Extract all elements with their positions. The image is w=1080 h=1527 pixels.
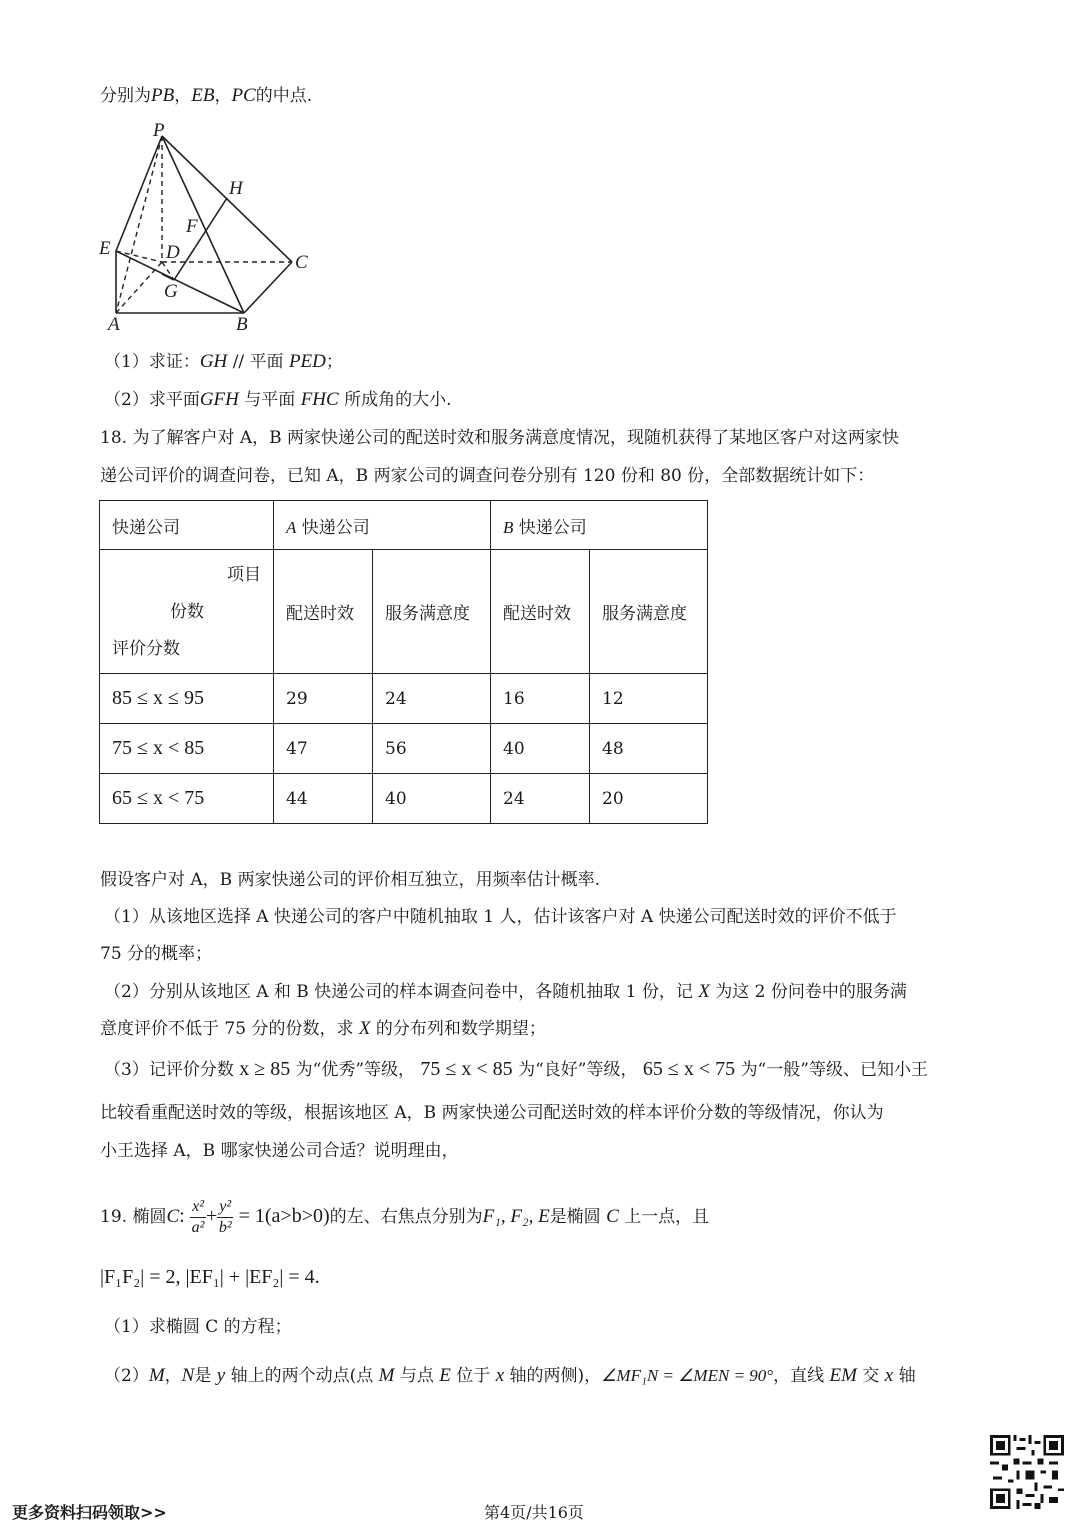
math: N: [181, 1365, 195, 1386]
text: （2）分别从该地区 A 和 B 快递公司的样本调查问卷中，各随机抽取 1 份，记: [104, 982, 693, 1002]
q19-intro: 19. 椭圆C: $\frac{\text{x²}}{\text{a²}}$ + $\frac{\text{y²}}{\text{b²}}$ = 1(a>b>0)的左、右焦点分别为F₁, F₂, E是椭圆 C 上一点，且: [100, 1198, 710, 1236]
text: 与点: [399, 1366, 434, 1386]
q17-part1: [104, 350, 343, 374]
text: 19. 椭圆: [100, 1207, 167, 1227]
label-h: H: [229, 178, 243, 199]
frac-den: a²: [191, 1219, 205, 1236]
q18-intro-line2: 递公司评价的调查问卷，已知 A，B 两家公司的调查问卷分别有 120 份和 80 份，全部数据统计如下：: [100, 466, 875, 486]
text: 是椭圆: [549, 1207, 601, 1227]
text: 为这 2 份问卷中的服务满: [715, 982, 907, 1002]
survey-table: [99, 500, 708, 824]
math: x: [495, 1365, 505, 1386]
row-label: 85 ≤ x ≤ 95: [100, 674, 274, 724]
cell: 20: [590, 774, 708, 824]
text: ；: [325, 352, 343, 372]
cell: 24: [491, 774, 590, 824]
q18-intro-line1: 18. 为了解客户对 A，B 两家快递公司的配送时效和服务满意度情况，现随机获得了某地区客户对这两家快: [100, 428, 900, 448]
row-label: 75 ≤ x < 85: [100, 724, 274, 774]
text: 所成角的大小.: [344, 390, 452, 410]
table-row: [100, 674, 708, 724]
header-company-a: [274, 501, 491, 550]
frac-num: x²: [190, 1197, 206, 1218]
math-angle: ∠MF₁N = ∠MEN = 90°: [601, 1366, 774, 1385]
pyramid-figure: [96, 120, 326, 340]
page-number: 第4页/共16页: [484, 1503, 584, 1522]
text: 快递公司: [301, 517, 370, 538]
math: x: [884, 1365, 894, 1386]
letter-a: A: [286, 517, 297, 537]
text: 分别为: [100, 86, 151, 106]
diag-item: 项目: [227, 565, 261, 585]
col-header: 服务满意度: [590, 550, 708, 674]
text: 为“一般”等级、已知小王: [740, 1060, 928, 1080]
text: （2）求平面: [104, 390, 200, 410]
label-c: C: [295, 252, 308, 273]
math: EM: [829, 1365, 857, 1386]
text: 是: [194, 1366, 212, 1386]
math: M: [378, 1365, 395, 1386]
math: PED: [288, 351, 326, 372]
diagonal-header: [100, 550, 274, 674]
cell: 29: [274, 674, 373, 724]
cell: 56: [373, 724, 491, 774]
col-header: 配送时效: [491, 550, 590, 674]
header-company: 快递公司: [100, 501, 274, 550]
text: （2）: [104, 1366, 149, 1386]
cell: 16: [491, 674, 590, 724]
fraction: [190, 1197, 206, 1238]
q18-part1-line2: 75 分的概率；: [100, 944, 213, 964]
text: 轴上的两个动点(点: [230, 1366, 374, 1386]
fraction: [217, 1197, 233, 1238]
header-company-b: [491, 501, 708, 550]
q19-part2: [104, 1364, 916, 1388]
math: GFH: [199, 389, 239, 410]
q18-part3-line2: 比较看重配送时效的等级，根据该地区 A，B 两家快递公司配送时效的样本评价分数的等级情况，你认为: [100, 1103, 884, 1123]
frac-den: b²: [218, 1219, 232, 1236]
label-d: D: [166, 242, 180, 263]
text: ，直线: [773, 1366, 825, 1386]
text: ，: [174, 86, 192, 106]
text: 轴的两侧)，: [509, 1366, 602, 1386]
math: E: [439, 1365, 451, 1386]
math-foci: F₁, F₂, E: [482, 1206, 550, 1227]
text: 的分布列和数学期望；: [375, 1019, 546, 1039]
math-x: X: [698, 981, 710, 1002]
col-header: 配送时效: [274, 550, 373, 674]
text: 的中点.: [255, 86, 313, 106]
cell: 24: [373, 674, 491, 724]
col-header: 服务满意度: [373, 550, 491, 674]
text: ，: [214, 86, 232, 106]
math: 75 ≤ x < 85: [420, 1058, 513, 1080]
text: 轴: [898, 1366, 916, 1386]
text: 快递公司: [518, 517, 587, 538]
math: FHC: [300, 389, 339, 410]
text: // 平面: [232, 352, 284, 372]
frac-num: y²: [217, 1197, 233, 1218]
text: ，: [164, 1366, 182, 1386]
math-pc: PC: [231, 85, 256, 106]
table-row: [100, 550, 708, 674]
math-eb: EB: [191, 85, 215, 106]
qr-code-icon: [990, 1435, 1064, 1509]
math-c: C: [166, 1206, 180, 1227]
q18-assume: 假设客户对 A，B 两家快递公司的评价相互独立，用频率估计概率.: [100, 870, 600, 890]
text: （1）求证：: [104, 352, 200, 372]
q18-part2-line1: [104, 980, 907, 1004]
q19-line2: |F₁F₂| = 2, |EF₁| + |EF₂| = 4.: [100, 1266, 320, 1288]
cell: 12: [590, 674, 708, 724]
text: 为“优秀”等级，: [295, 1060, 416, 1080]
label-f: F: [186, 216, 198, 237]
label-a: A: [108, 314, 120, 335]
label-g: G: [164, 281, 178, 302]
math-x: X: [358, 1018, 371, 1039]
cell: 40: [491, 724, 590, 774]
text: 为“良好”等级，: [518, 1060, 638, 1080]
text: 与平面: [244, 390, 296, 410]
math-c: C: [606, 1206, 619, 1227]
table-row: [100, 724, 708, 774]
cell: 40: [373, 774, 491, 824]
q17-part2: [104, 388, 452, 412]
q19-part1: （1）求椭圆 C 的方程；: [104, 1317, 292, 1337]
text: 交: [862, 1366, 880, 1386]
text: 意度评价不低于 75 分的份数，求: [100, 1019, 354, 1039]
cell: 48: [590, 724, 708, 774]
letter-b: B: [503, 517, 514, 537]
table-row: [100, 501, 708, 550]
label-e: E: [99, 238, 111, 259]
table-row: [100, 774, 708, 824]
text: 的左、右焦点分别为: [329, 1207, 483, 1227]
q18-part2-line2: [100, 1017, 546, 1041]
text: （3）记评价分数: [104, 1060, 234, 1080]
math-pb: PB: [151, 85, 175, 106]
diag-count: 份数: [170, 602, 204, 622]
text: 位于: [456, 1366, 491, 1386]
math: 65 ≤ x < 75: [642, 1058, 736, 1080]
math: = 1(a>b>0): [238, 1205, 330, 1227]
cell: 44: [274, 774, 373, 824]
math: M: [148, 1365, 165, 1386]
top-line: [100, 84, 312, 108]
diag-score: 评价分数: [112, 639, 180, 659]
footer-promo: 更多资料扫码领取>>: [12, 1503, 167, 1522]
row-label: 65 ≤ x < 75: [100, 774, 274, 824]
math: GH: [199, 351, 228, 372]
label-b: B: [236, 314, 248, 335]
cell: 47: [274, 724, 373, 774]
q18-part3-line1: [104, 1057, 928, 1082]
q18-part3-line3: 小王选择 A，B 哪家快递公司合适？说明理由，: [100, 1141, 459, 1161]
label-p: P: [153, 120, 165, 141]
text: 上一点，且: [624, 1207, 710, 1227]
math: y: [216, 1365, 226, 1386]
math: x ≥ 85: [239, 1058, 291, 1080]
q18-part1-line1: （1）从该地区选择 A 快递公司的客户中随机抽取 1 人，估计该客户对 A 快递公司配送时效的评价不低于: [104, 907, 897, 927]
